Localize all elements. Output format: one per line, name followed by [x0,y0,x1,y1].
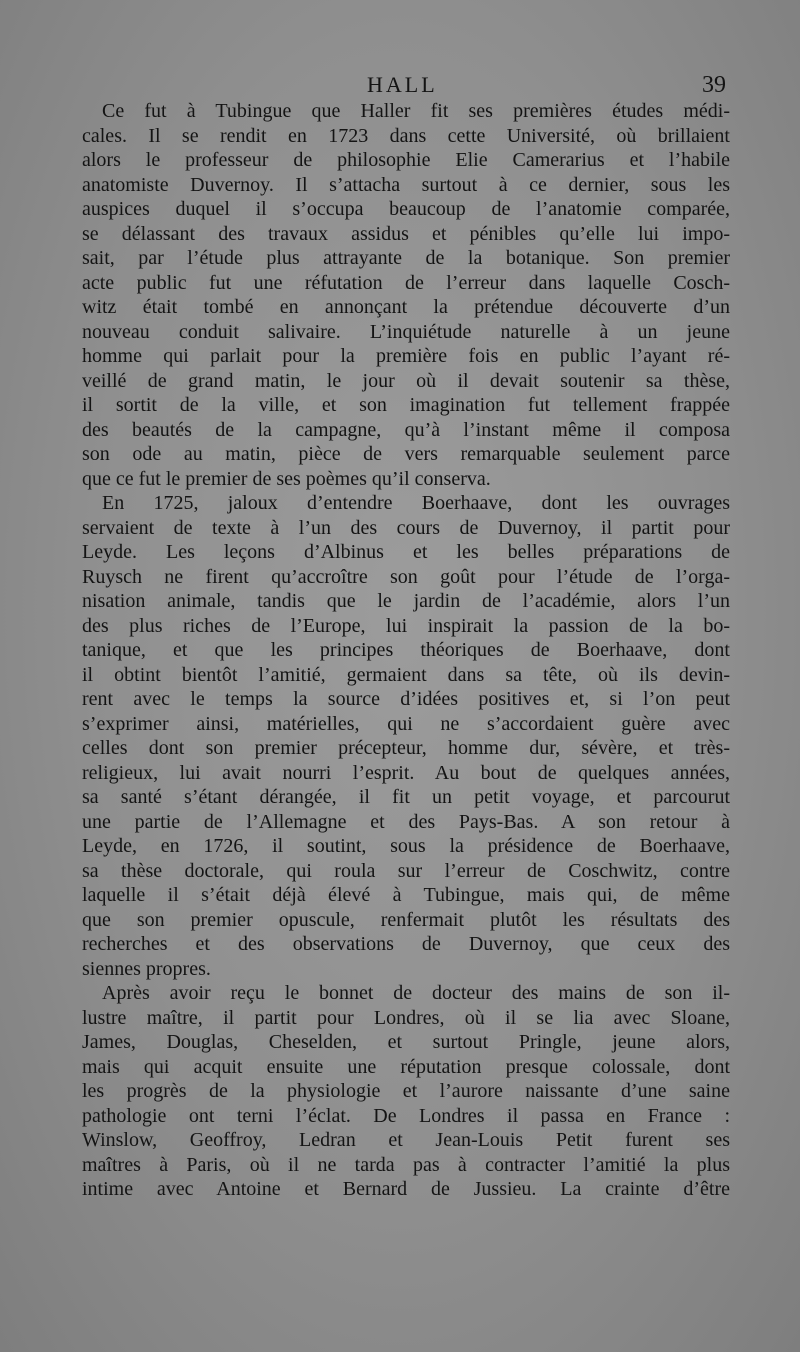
text-line: religieux, lui avait nourri l’esprit. Au bout de quelques années, [82,761,730,784]
text-line: alors le professeur de philosophie Elie Camerarius et l’habile [82,149,730,171]
text-line: servaient de texte à l’un des cours de Duvernoy, il partit pour [82,516,730,539]
text-line: une partie de l’Allemagne et des Pays-Bas. A son retour à [82,810,730,833]
text-line: tanique, et que les principes théoriques de Boerhaave, dont [82,639,730,661]
text-line: il obtint bientôt l’amitié, germaient dans sa tête, où ils devin- [82,663,730,686]
text-line: auspices duquel il s’occupa beaucoup de l’anatomie comparée, [82,198,730,220]
text-line: Ce fut à Tubingue que Haller fit ses premières études médi- [102,100,730,122]
body-text [82,99,730,1202]
text-line: witz était tombé en annonçant la prétendue découverte d’un [82,296,730,318]
text-line: cales. Il se rendit en 1723 dans cette Université, où brillaient [82,124,730,147]
text-line: Après avoir reçu le bonnet de docteur des mains de son il- [102,982,730,1004]
text-line: mais qui acquit ensuite une réputation presque colossale, dont [82,1055,730,1078]
text-line: sa thèse doctorale, qui roula sur l’erreur de Coschwitz, contre [82,859,730,882]
text-line: anatomiste Duvernoy. Il s’attacha surtout à ce dernier, sous les [82,173,730,196]
text-line: des plus riches de l’Europe, lui inspirait la passion de la bo- [82,614,730,637]
text-line: s’exprimer ainsi, matérielles, qui ne s’accordaient guère avec [82,712,730,735]
text-line: Leyde. Les leçons d’Albinus et les belles préparations de [82,541,730,563]
text-line: intime avec Antoine et Bernard de Jussieu. La crainte d’être [82,1178,730,1200]
text-line: Ruysch ne firent qu’accroître son goût pour l’étude de l’orga- [82,565,730,588]
text-line: nouveau conduit salivaire. L’inquiétude naturelle à un jeune [82,320,730,343]
text-line: des beautés de la campagne, qu’à l’instant même il composa [82,418,730,441]
running-head-title: HALL [367,72,438,97]
page-number: 39 [702,72,726,98]
text-line: lustre maître, il partit pour Londres, où il se lia avec Sloane, [82,1006,730,1029]
text-line: James, Douglas, Cheselden, et surtout Pringle, jeune alors, [82,1031,730,1053]
text-line: que son premier opuscule, renfermait plutôt les résultats des [82,908,730,931]
text-line: pathologie ont terni l’éclat. De Londres il passa en France : [82,1104,730,1127]
text-line: sa santé s’étant dérangée, il fit un petit voyage, et parcourut [82,786,730,808]
text-line: acte public fut une réfutation de l’erreur dans laquelle Cosch- [82,271,730,294]
text-line: il sortit de la ville, et son imagination fut tellement frappée [82,394,730,416]
text-line: Leyde, en 1726, il soutint, sous la présidence de Boerhaave, [82,835,730,857]
running-head [0,72,800,102]
text-line: veillé de grand matin, le jour où il devait soutenir sa thèse, [82,369,730,392]
text-line: celles dont son premier précepteur, homme dur, sévère, et très- [82,737,730,759]
paragraph [82,99,730,491]
text-line: homme qui parlait pour la première fois en public l’ayant ré- [82,345,730,367]
text-line: sait, par l’étude plus attrayante de la botanique. Son premier [82,247,730,269]
text-line: se délassant des travaux assidus et pénibles qu’elle lui impo- [82,222,730,245]
text-line: recherches et des observations de Duvernoy, que ceux des [82,933,730,955]
text-line: maîtres à Paris, où il ne tarda pas à contracter l’amitié la plus [82,1153,730,1176]
text-line: siennes propres. [82,957,211,980]
paragraph [82,981,730,1202]
text-line: laquelle il s’était déjà élevé à Tubingue, mais qui, de même [82,884,730,906]
paragraph [82,491,730,981]
text-line: Winslow, Geoffroy, Ledran et Jean-Louis Petit furent ses [82,1129,730,1151]
text-line: nisation animale, tandis que le jardin de l’académie, alors l’un [82,590,730,612]
text-line: les progrès de la physiologie et l’aurore naissante d’une saine [82,1080,730,1102]
text-line: son ode au matin, pièce de vers remarquable seulement parce [82,443,730,465]
text-line: rent avec le temps la source d’idées positives et, si l’on peut [82,688,730,710]
text-line: En 1725, jaloux d’entendre Boerhaave, dont les ouvrages [102,492,730,514]
text-line: que ce fut le premier de ses poèmes qu’il conserva. [82,467,491,490]
